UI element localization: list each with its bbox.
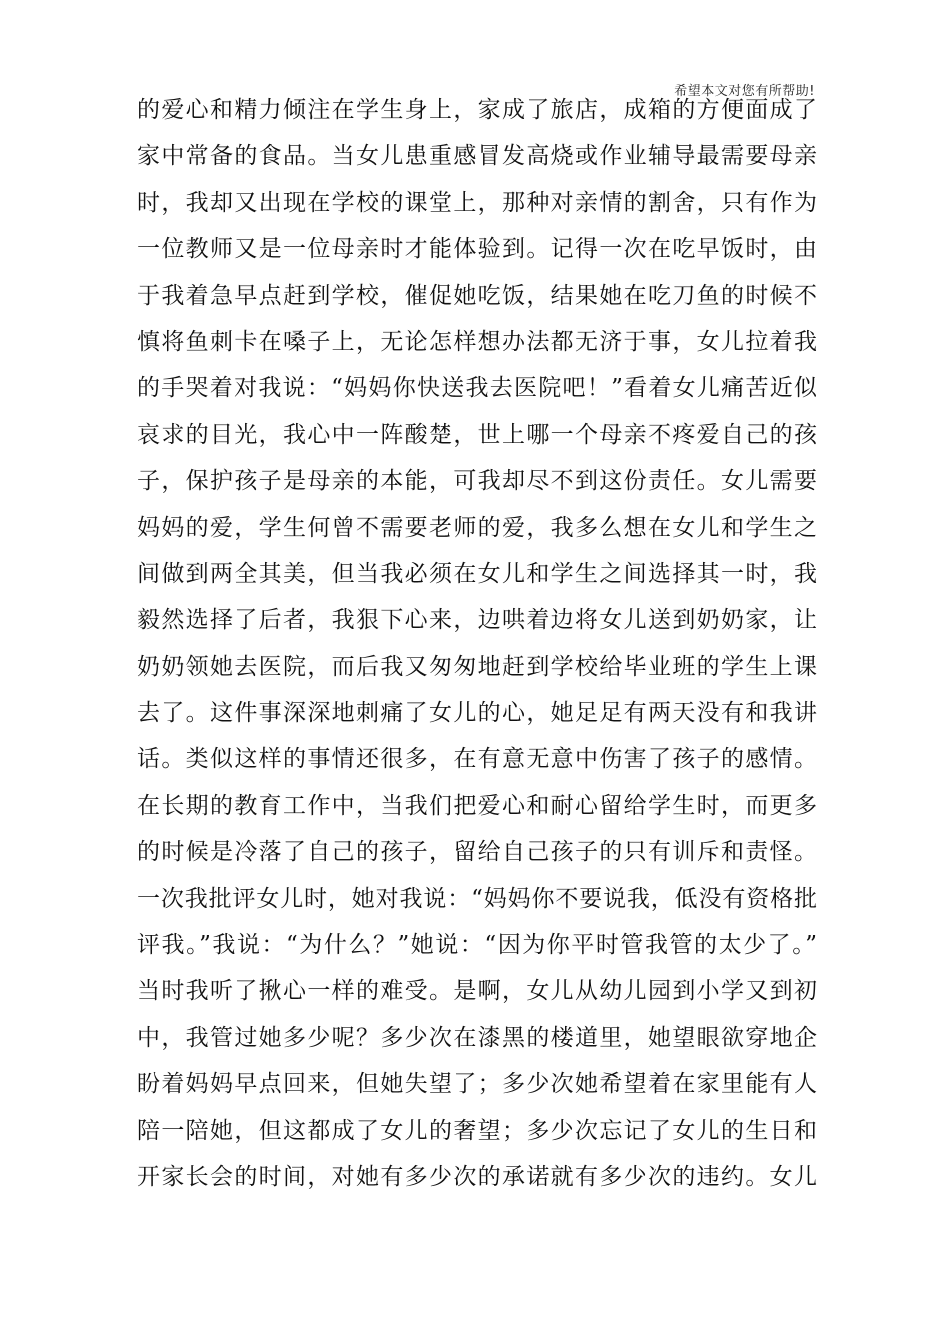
text-line: 评我。”我说：“为什么？”她说：“因为你平时管我管的太少了。” — [137, 932, 817, 959]
text-line: 一次我批评女儿时，她对我说：“妈妈你不要说我，低没有资格批 — [137, 885, 817, 912]
body-text — [137, 87, 817, 1200]
text-line: 中，我管过她多少呢？多少次在漆黑的楼道里，她望眼欲穿地企 — [137, 1024, 817, 1051]
text-line: 当时我听了揪心一样的难受。是啊，女儿从幼儿园到小学又到初 — [137, 978, 817, 1005]
text-line: 毅然选择了后者，我狠下心来，边哄着边将女儿送到奶奶家，让 — [137, 607, 817, 634]
text-line: 在长期的教育工作中，当我们把爱心和耐心留给学生时，而更多 — [137, 792, 817, 819]
text-line: 话。类似这样的事情还很多，在有意无意中伤害了孩子的感情。 — [137, 746, 817, 773]
text-line: 的爱心和精力倾注在学生身上，家成了旅店，成箱的方便面成了 — [137, 97, 817, 123]
text-line: 慎将鱼刺卡在嗓子上，无论怎样想办法都无济于事，女儿拉着我 — [137, 328, 817, 355]
text-line: 一位教师又是一位母亲时才能体验到。记得一次在吃早饭时，由 — [137, 236, 817, 263]
text-line: 家中常备的食品。当女儿患重感冒发高烧或作业辅导最需要母亲 — [137, 143, 817, 170]
header-note: 希望本文对您有所帮助! — [674, 84, 815, 99]
text-line: 哀求的目光，我心中一阵酸楚，世上哪一个母亲不疼爱自己的孩 — [137, 421, 817, 448]
text-line: 盼着妈妈早点回来，但她失望了；多少次她希望着在家里能有人 — [137, 1071, 817, 1098]
text-line: 时，我却又出现在学校的课堂上，那种对亲情的割舍，只有作为 — [137, 189, 817, 216]
text-line: 陪一陪她，但这都成了女儿的奢望；多少次忘记了女儿的生日和 — [137, 1117, 817, 1144]
text-line: 子，保护孩子是母亲的本能，可我却尽不到这份责任。女儿需要 — [137, 468, 817, 495]
text-line: 去了。这件事深深地刺痛了女儿的心，她足足有两天没有和我讲 — [137, 700, 817, 727]
text-line: 奶奶领她去医院，而后我又匆匆地赶到学校给毕业班的学生上课 — [137, 653, 817, 680]
text-line: 开家长会的时间，对她有多少次的承诺就有多少次的违约。女儿 — [137, 1163, 817, 1190]
text-line: 于我着急早点赶到学校，催促她吃饭，结果她在吃刀鱼的时候不 — [137, 282, 817, 309]
text-line: 妈妈的爱，学生何曾不需要老师的爱，我多么想在女儿和学生之 — [137, 514, 817, 541]
text-line: 的时候是冷落了自己的孩子，留给自己孩子的只有训斥和责怪。 — [137, 839, 817, 866]
text-line: 间做到两全其美，但当我必须在女儿和学生之间选择其一时，我 — [137, 560, 817, 587]
text-line: 的手哭着对我说：“妈妈你快送我去医院吧！”看着女儿痛苦近似 — [137, 375, 817, 402]
